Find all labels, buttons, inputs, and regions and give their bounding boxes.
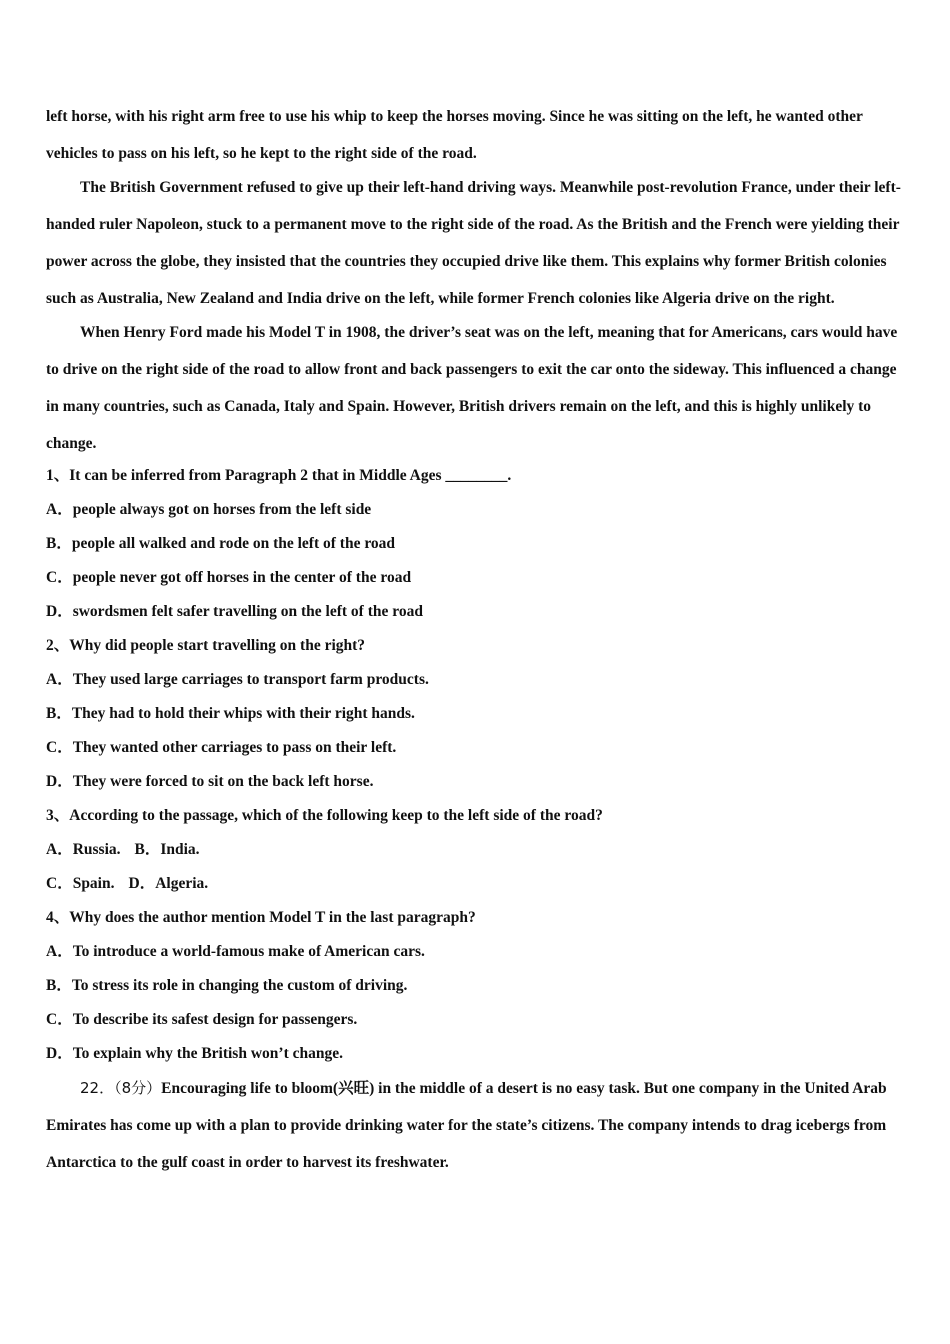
passage-paragraph-continued: left horse, with his right arm free to use his whip to keep the horses moving. Since he was sitting on the left, he wanted other vehicles to pass on his left, so he kept to the right side of the road. — [46, 108, 863, 162]
question-option: A．Russia. — [46, 841, 121, 858]
question-stem: 2、Why did people start travelling on the right? — [46, 637, 366, 654]
question-option: A．To introduce a world-famous make of American cars. — [46, 943, 425, 960]
question-option: B．To stress its role in changing the custom of driving. — [46, 977, 408, 994]
question-option: C．people never got off horses in the center of the road — [46, 569, 412, 586]
question-option: C．They wanted other carriages to pass on their left. — [46, 739, 397, 756]
question-2 — [46, 629, 908, 799]
question-option: C．Spain. — [46, 875, 115, 892]
passage-paragraph-henry-ford: When Henry Ford made his Model T in 1908, the driver’s seat was on the left, meaning that for Americans, cars would have to drive on the right side of the road to allow front and back passengers to exit the car onto the sideway. This influenced a change in many countries, such as Canada, Italy and Spain. However, British drivers remain on the left, and this is highly unlikely to change. — [46, 324, 898, 452]
next-passage-paragraph — [46, 1070, 908, 1181]
question-options-row — [46, 833, 908, 867]
question-4 — [46, 901, 908, 1071]
question-number: 22．（8分） — [80, 1079, 162, 1097]
question-option: A．They used large carriages to transport farm products. — [46, 671, 429, 688]
question-1 — [46, 459, 908, 629]
question-stem: 1、It can be inferred from Paragraph 2 that in Middle Ages ________. — [46, 467, 512, 484]
question-option: D．swordsmen felt safer travelling on the left of the road — [46, 603, 423, 620]
question-option: D．To explain why the British won’t change. — [46, 1045, 343, 1062]
question-stem: 4、Why does the author mention Model T in the last paragraph? — [46, 909, 476, 926]
question-stem: 3、According to the passage, which of the following keep to the left side of the road? — [46, 807, 603, 824]
question-option: D．They were forced to sit on the back left horse. — [46, 773, 374, 790]
question-option: D．Algeria. — [128, 875, 209, 892]
question-option: A．people always got on horses from the left side — [46, 501, 372, 518]
question-options-row — [46, 867, 908, 901]
passage-paragraph-british-government: The British Government refused to give up their left-hand driving ways. Meanwhile post-revolution France, under their left-handed ruler Napoleon, stuck to a permanent move to the right side of the road. As the British and the French were yielding their power across the globe, they insisted that the countries they occupied drive like them. This explains why former British colonies such as Australia, New Zealand and India drive on the left, while former French colonies like Algeria drive on the right. — [46, 179, 901, 307]
question-option: B．India. — [134, 841, 200, 858]
question-option: C．To describe its safest design for passengers. — [46, 1011, 358, 1028]
question-3 — [46, 799, 908, 901]
next-passage-text: Encouraging life to bloom(兴旺) in the middle of a desert is no easy task. But one company in the United Arab Emirates has come up with a plan to provide drinking water for the state’s citizens. The company intends to drag icebergs from Antarctica to the gulf coast in order to harvest its freshwater. — [46, 1080, 887, 1171]
question-option: B．people all walked and rode on the left of the road — [46, 535, 396, 552]
document-page — [46, 98, 908, 1181]
question-option: B．They had to hold their whips with their right hands. — [46, 705, 415, 722]
